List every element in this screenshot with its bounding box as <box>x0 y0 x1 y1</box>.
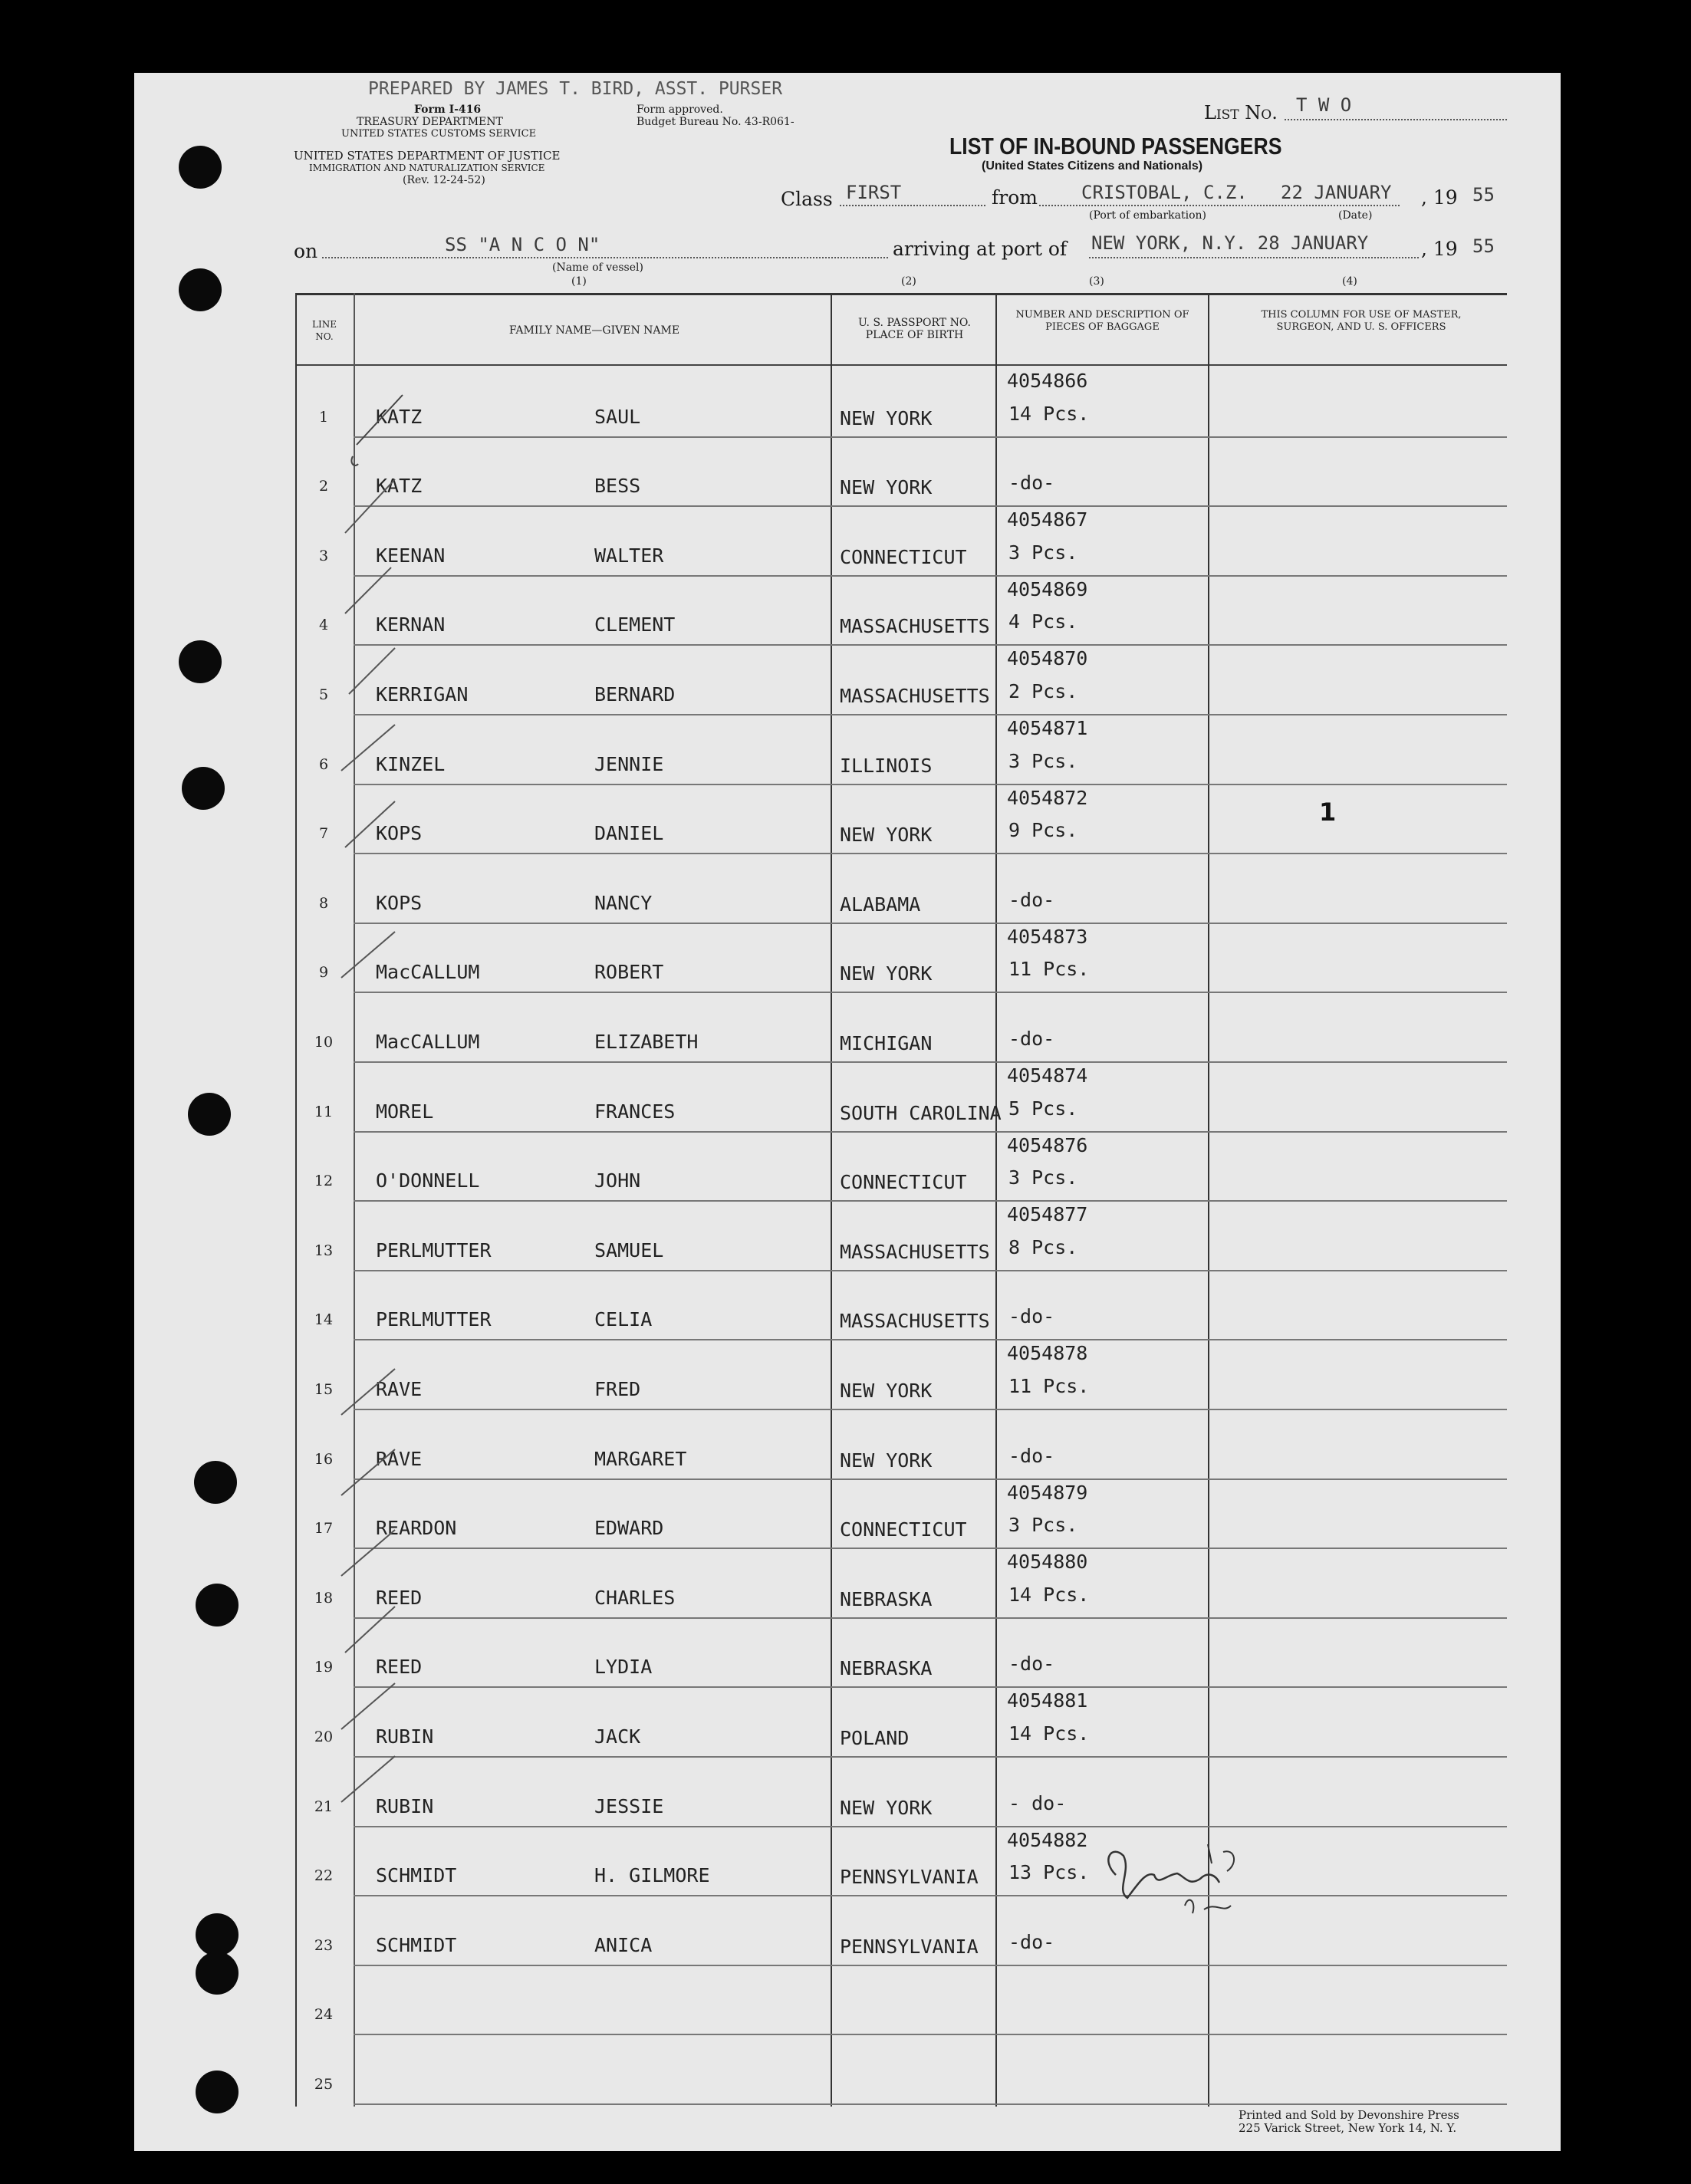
page-subtitle: (United States Citizens and Nationals) <box>982 160 1203 173</box>
baggage-tag-number: 4054877 <box>1007 1203 1088 1226</box>
treasury-label: TREASURY DEPARTMENT <box>357 116 503 128</box>
family-name: RAVE <box>376 1447 423 1470</box>
family-name: KATZ <box>376 405 423 428</box>
baggage-pieces: -do- <box>1008 1027 1055 1050</box>
given-name: MARGARET <box>594 1447 687 1470</box>
arrival-line <box>1089 257 1419 258</box>
passport-header: U. S. PASSPORT NO. PLACE OF BIRTH <box>858 317 971 341</box>
baggage-tag-number: 4054881 <box>1007 1689 1088 1712</box>
printer-imprint-2: 225 Varick Street, New York 14, N. Y. <box>1239 2121 1457 2135</box>
class-label: Class <box>781 188 833 210</box>
place-of-birth: NEW YORK <box>840 824 933 847</box>
line-number: 13 <box>314 1242 334 1259</box>
family-name: O'DONNELL <box>376 1169 480 1192</box>
line-number: 17 <box>314 1520 334 1538</box>
handwritten-signature <box>1093 1829 1285 1944</box>
line-number: 18 <box>314 1589 334 1607</box>
prepared-by-stamp: PREPARED BY JAMES T. BIRD, ASST. PURSER <box>368 79 783 99</box>
baggage-pieces: -do- <box>1008 1305 1055 1328</box>
given-name: SAUL <box>594 405 641 428</box>
class-value: FIRST <box>846 182 902 203</box>
line-number: 20 <box>314 1728 334 1745</box>
family-name: PERLMUTTER <box>376 1308 492 1331</box>
line-number: 5 <box>318 686 329 703</box>
line-number: 19 <box>314 1659 334 1676</box>
place-of-birth: NEW YORK <box>840 1796 933 1819</box>
column-number-4: (4) <box>1342 275 1357 288</box>
baggage-pieces: 3 Pcs. <box>1008 749 1078 772</box>
baggage-pieces: 8 Pcs. <box>1008 1235 1078 1258</box>
baggage-pieces: -do- <box>1008 472 1055 495</box>
column-number-2: (2) <box>901 275 916 288</box>
given-name: BERNARD <box>594 682 676 706</box>
vessel-name: SS "A N C O N" <box>445 234 600 255</box>
line-number: 11 <box>314 1103 334 1120</box>
family-name: MacCALLUM <box>376 1030 480 1053</box>
page-title: LIST OF IN-BOUND PASSENGERS <box>949 133 1282 160</box>
place-of-birth: MICHIGAN <box>840 1031 933 1054</box>
place-of-birth: PENNSYLVANIA <box>840 1866 979 1889</box>
baggage-pieces: 3 Pcs. <box>1008 541 1078 564</box>
arrival-port: NEW YORK, N.Y. 28 JANUARY <box>1091 232 1369 254</box>
family-name: MacCALLUM <box>376 961 480 984</box>
family-name: KINZEL <box>376 752 446 775</box>
from-date: 22 JANUARY <box>1281 182 1392 203</box>
line-number: 10 <box>314 1033 334 1051</box>
given-name: JOHN <box>594 1169 641 1192</box>
given-name: LYDIA <box>594 1656 653 1679</box>
customs-label: UNITED STATES CUSTOMS SERVICE <box>341 128 537 140</box>
ins-label: IMMIGRATION AND NATURALIZATION SERVICE <box>309 163 545 173</box>
place-of-birth: CONNECTICUT <box>840 1518 967 1541</box>
baggage-tag-number: 4054871 <box>1007 717 1088 739</box>
baggage-tag-number: 4054874 <box>1007 1064 1088 1087</box>
baggage-pieces: - do- <box>1008 1791 1067 1814</box>
family-name: REARDON <box>376 1517 457 1540</box>
baggage-pieces: 13 Pcs. <box>1008 1861 1090 1884</box>
given-name: NANCY <box>594 891 653 914</box>
line-number: 4 <box>318 617 329 634</box>
baggage-pieces: 3 Pcs. <box>1008 1514 1078 1537</box>
table-top-border <box>295 293 1507 295</box>
punch-hole <box>179 268 222 311</box>
place-of-birth: ALABAMA <box>840 893 921 916</box>
family-name: SCHMIDT <box>376 1933 457 1956</box>
baggage-header: NUMBER AND DESCRIPTION OF PIECES OF BAGGAGE <box>1015 309 1189 333</box>
place-of-birth: SOUTH CAROLINA <box>840 1101 1002 1124</box>
place-of-birth: NEW YORK <box>840 406 933 429</box>
place-of-birth: MASSACHUSETTS <box>840 615 990 638</box>
line-number: 1 <box>318 408 329 426</box>
baggage-pieces: -do- <box>1008 1930 1055 1953</box>
from-year-prefix: , 19 <box>1421 186 1458 209</box>
line-number: 9 <box>318 964 329 982</box>
budget-label: Budget Bureau No. 43-R061- <box>637 116 795 128</box>
baggage-tag-number: 4054872 <box>1007 786 1088 809</box>
justice-label: UNITED STATES DEPARTMENT OF JUSTICE <box>294 149 561 163</box>
place-of-birth: CONNECTICUT <box>840 1171 967 1194</box>
given-name: H. GILMORE <box>594 1864 710 1887</box>
family-name: PERLMUTTER <box>376 1238 492 1261</box>
place-of-birth: NEW YORK <box>840 1449 933 1472</box>
baggage-pieces: -do- <box>1008 888 1055 911</box>
family-name: REED <box>376 1586 423 1609</box>
given-name: ROBERT <box>594 961 664 984</box>
baggage-pieces: -do- <box>1008 1444 1055 1467</box>
table-row <box>134 1966 1561 2036</box>
line-number: 22 <box>314 1867 334 1885</box>
check-marks <box>311 303 617 1975</box>
family-name: MOREL <box>376 1100 434 1123</box>
given-name: CHARLES <box>594 1586 676 1609</box>
given-name: FRANCES <box>594 1100 676 1123</box>
column-number-3: (3) <box>1089 275 1104 288</box>
family-name: RUBIN <box>376 1725 434 1748</box>
baggage-pieces: 11 Pcs. <box>1008 1374 1090 1397</box>
line-number: 6 <box>318 755 329 773</box>
row-divider <box>354 2103 1507 2105</box>
class-line <box>840 205 985 206</box>
from-year: 55 <box>1472 184 1495 206</box>
place-of-birth: MASSACHUSETTS <box>840 684 990 707</box>
arrival-year-prefix: , 19 <box>1421 238 1458 260</box>
given-name: JENNIE <box>594 752 664 775</box>
given-name: CLEMENT <box>594 613 676 636</box>
list-no-value: T W O <box>1296 94 1352 116</box>
line-number: 7 <box>318 825 329 843</box>
place-of-birth: MASSACHUSETTS <box>840 1310 990 1333</box>
port-embark-caption: (Port of embarkation) <box>1089 209 1206 222</box>
given-name: EDWARD <box>594 1517 664 1540</box>
printer-imprint-1: Printed and Sold by Devonshire Press <box>1239 2108 1459 2122</box>
place-of-birth: NEW YORK <box>840 962 933 985</box>
baggage-tag-number: 4054866 <box>1007 370 1088 392</box>
baggage-pieces: 2 Pcs. <box>1008 679 1078 702</box>
line-number: 14 <box>314 1311 334 1329</box>
table-row <box>134 2035 1561 2105</box>
line-number: 8 <box>318 894 329 912</box>
baggage-pieces: 5 Pcs. <box>1008 1097 1078 1120</box>
line-number: 25 <box>314 2075 334 2093</box>
place-of-birth: CONNECTICUT <box>840 545 967 568</box>
line-number: 16 <box>314 1450 334 1468</box>
line-no-header: LINE NO. <box>312 319 337 342</box>
baggage-tag-number: 4054882 <box>1007 1828 1088 1851</box>
baggage-pieces: 4 Pcs. <box>1008 610 1078 633</box>
given-name: DANIEL <box>594 822 664 845</box>
family-name: RUBIN <box>376 1794 434 1817</box>
family-name: KOPS <box>376 822 423 845</box>
baggage-tag-number: 4054879 <box>1007 1481 1088 1504</box>
baggage-tag-number: 4054867 <box>1007 508 1088 531</box>
given-name: WALTER <box>594 544 664 567</box>
baggage-pieces: 9 Pcs. <box>1008 819 1078 842</box>
family-name: KERNAN <box>376 613 446 636</box>
given-name: JACK <box>594 1725 641 1748</box>
from-label: from <box>992 186 1038 209</box>
arriving-label: arriving at port of <box>890 238 1070 260</box>
place-of-birth: NEBRASKA <box>840 1587 933 1610</box>
column-number-1: (1) <box>571 275 587 288</box>
list-no-label: List No. <box>1204 102 1278 123</box>
family-name: KATZ <box>376 475 423 498</box>
place-of-birth: ILLINOIS <box>840 754 933 777</box>
given-name: JESSIE <box>594 1794 664 1817</box>
place-of-birth: PENNSYLVANIA <box>840 1935 979 1958</box>
given-name: ANICA <box>594 1933 653 1956</box>
baggage-pieces: 3 Pcs. <box>1008 1166 1078 1189</box>
vessel-caption: (Name of vessel) <box>552 261 643 274</box>
baggage-tag-number: 4054876 <box>1007 1133 1088 1156</box>
baggage-pieces: 14 Pcs. <box>1008 1722 1090 1745</box>
baggage-tag-number: 4054870 <box>1007 647 1088 670</box>
place-of-birth: NEBRASKA <box>840 1657 933 1680</box>
officer-annotation-mark: 1 <box>1319 798 1337 827</box>
line-number: 24 <box>314 2006 334 2024</box>
from-line <box>1039 205 1400 206</box>
line-number: 2 <box>318 478 329 495</box>
baggage-pieces: 14 Pcs. <box>1008 1583 1090 1606</box>
line-number: 23 <box>314 1936 334 1954</box>
family-name: REED <box>376 1656 423 1679</box>
officers-header: THIS COLUMN FOR USE OF MASTER, SURGEON, AND U. S. OFFICERS <box>1261 309 1462 333</box>
form-number: Form I-416 <box>414 104 482 116</box>
given-name: BESS <box>594 475 641 498</box>
punch-hole <box>179 146 222 189</box>
line-number: 12 <box>314 1173 334 1190</box>
baggage-tag-number: 4054878 <box>1007 1342 1088 1365</box>
baggage-tag-number: 4054880 <box>1007 1551 1088 1574</box>
form-sheet <box>134 73 1561 2151</box>
arrival-year: 55 <box>1472 235 1495 257</box>
place-of-birth: NEW YORK <box>840 476 933 499</box>
line-number: 3 <box>318 547 329 564</box>
from-port: CRISTOBAL, C.Z. <box>1081 182 1248 203</box>
date-caption: (Date) <box>1338 209 1373 222</box>
baggage-pieces: -do- <box>1008 1653 1055 1676</box>
baggage-pieces: 11 Pcs. <box>1008 958 1090 981</box>
given-name: FRED <box>594 1377 641 1400</box>
baggage-tag-number: 4054873 <box>1007 925 1088 948</box>
rev-label: (Rev. 12-24-52) <box>403 174 485 186</box>
list-no-line <box>1285 119 1507 120</box>
line-number: 21 <box>314 1798 334 1815</box>
baggage-pieces: 14 Pcs. <box>1008 402 1090 425</box>
given-name: CELIA <box>594 1308 653 1331</box>
family-name: SCHMIDT <box>376 1864 457 1887</box>
family-name: KEENAN <box>376 544 446 567</box>
given-name: SAMUEL <box>594 1238 664 1261</box>
baggage-tag-number: 4054869 <box>1007 577 1088 600</box>
place-of-birth: POLAND <box>840 1726 910 1749</box>
family-name: KOPS <box>376 891 423 914</box>
place-of-birth: MASSACHUSETTS <box>840 1240 990 1263</box>
family-name: KERRIGAN <box>376 682 469 706</box>
on-label: on <box>294 240 318 262</box>
approved-label: Form approved. <box>637 104 723 116</box>
given-name: ELIZABETH <box>594 1030 699 1053</box>
place-of-birth: NEW YORK <box>840 1379 933 1402</box>
family-name: RAVE <box>376 1377 423 1400</box>
line-number: 15 <box>314 1380 334 1398</box>
name-header: FAMILY NAME—GIVEN NAME <box>508 324 680 337</box>
